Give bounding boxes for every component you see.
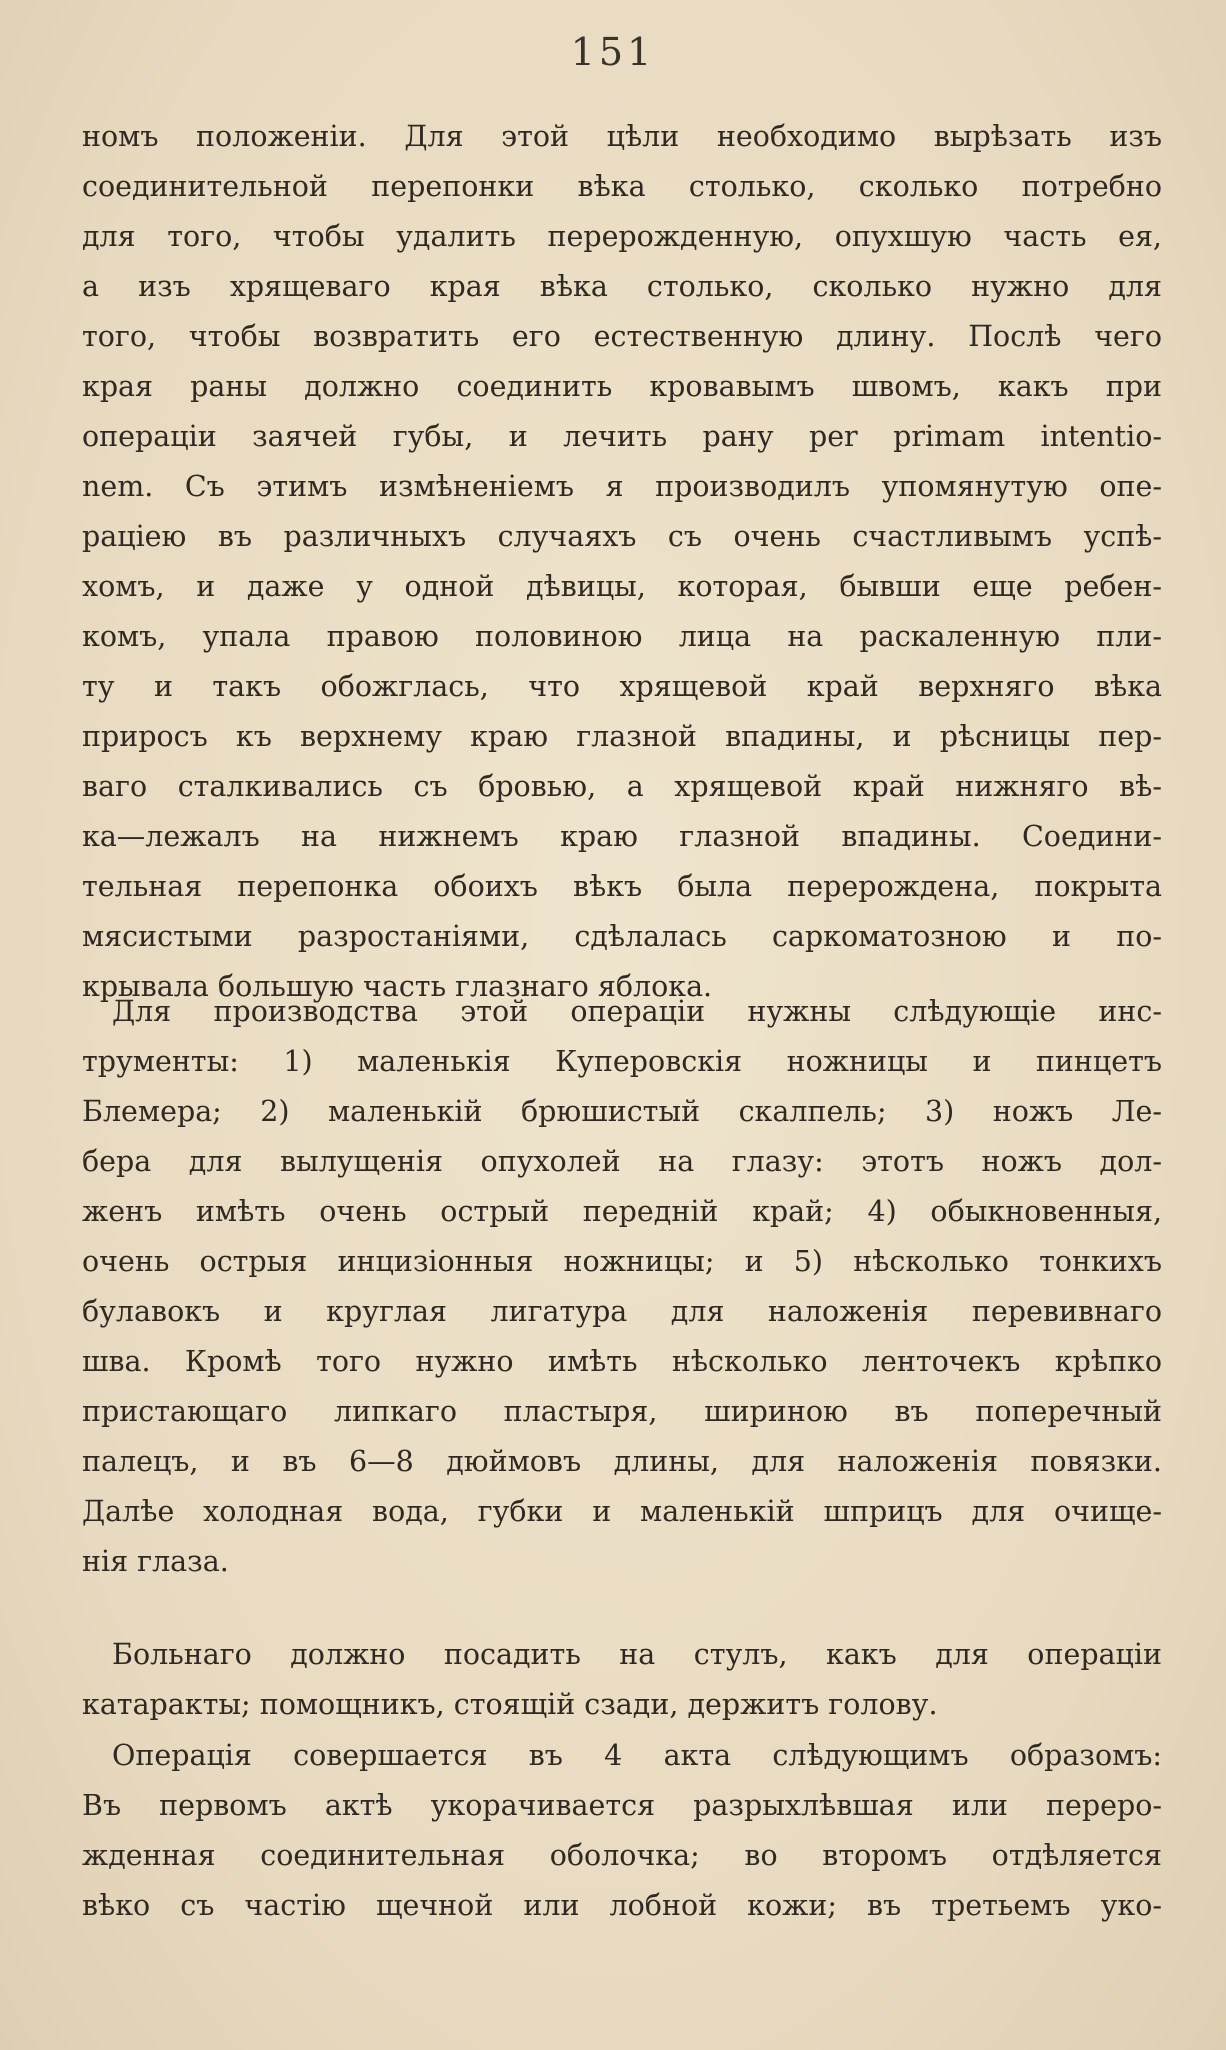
page-number: 151 [570,30,656,74]
paragraph-continuation [82,112,1162,1012]
text-line: вѣко съ частію щечной или лобной кожи; въ третьемъ уко- [82,1889,1162,1922]
text-line: пристающаго липкаго пластыря, шириною въ поперечный [82,1395,1162,1428]
text-line: палецъ, и въ 6—8 дюймовъ длины, для наложенія повязки. [82,1445,1162,1478]
text-line: мясистыми разростаніями, сдѣлалась саркоматозною и по- [82,920,1162,953]
text-line: жденная соединительная оболочка; во второмъ отдѣляется [82,1839,1162,1872]
text-line: катаракты; помощникъ, стоящій сзади, держитъ голову. [82,1688,938,1721]
text-line: женъ имѣть очень острый передній край; 4) обыкновенныя, [82,1195,1162,1228]
text-line: для того, чтобы удалить перерожденную, опухшую часть ея, [82,220,1162,253]
paragraph-operation-acts [82,1731,1162,1931]
text-line: Блемера; 2) маленькій брюшистый скалпель; 3) ножъ Ле- [82,1095,1162,1128]
text-line: Въ первомъ актѣ укорачивается разрыхлѣвшая или переро- [82,1789,1162,1822]
text-line: а изъ хрящеваго края вѣка столько, сколько нужно для [82,270,1162,303]
text-line: соединительной перепонки вѣка столько, сколько потребно [82,170,1162,203]
text-line: комъ, упала правою половиною лица на раскаленную пли- [82,620,1162,653]
text-line: раціею въ различныхъ случаяхъ съ очень счастливымъ успѣ- [82,520,1162,553]
text-line: края раны должно соединить кровавымъ швомъ, какъ при [82,370,1162,403]
text-line: ка—лежалъ на нижнемъ краю глазной впадины. Соедини- [82,820,1162,853]
text-line: очень острыя инцизіонныя ножницы; и 5) нѣсколько тонкихъ [82,1245,1162,1278]
text-line: того, чтобы возвратить его естественную длину. Послѣ чего [82,320,1162,353]
text-line: приросъ къ верхнему краю глазной впадины, и рѣсницы пер- [82,720,1162,753]
text-line: Далѣе холодная вода, губки и маленькій шприцъ для очище- [82,1495,1162,1528]
text-line: номъ положеніи. Для этой цѣли необходимо вырѣзать изъ [82,120,1162,153]
text-line: трументы: 1) маленькія Куперовскія ножницы и пинцетъ [82,1045,1162,1078]
text-line: nem. Съ этимъ измѣненіемъ я производилъ упомянутую опе- [82,470,1162,503]
text-line: крывала большую часть глазнаго яблока. [82,970,713,1003]
text-line: ту и такъ обожглась, что хрящевой край верхняго вѣка [82,670,1162,703]
paragraph-patient-position [82,1630,1162,1730]
text-line: нія глаза. [82,1545,229,1578]
text-line: Операція совершается въ 4 акта слѣдующимъ образомъ: [112,1739,1162,1772]
text-line: Больнаго должно посадить на стулъ, какъ для операціи [112,1638,1162,1671]
text-line: операціи заячей губы, и лечить рану per primam intentio- [82,420,1162,453]
text-line: хомъ, и даже у одной дѣвицы, которая, бывши еще ребен- [82,570,1162,603]
text-line: шва. Кромѣ того нужно имѣть нѣсколько ленточекъ крѣпко [82,1345,1162,1378]
text-line: бера для вылущенія опухолей на глазу: этотъ ножъ дол- [82,1145,1162,1178]
text-line: Для производства этой операціи нужны слѣдующіе инс- [112,995,1162,1028]
text-line: ваго сталкивались съ бровью, а хрящевой край нижняго вѣ- [82,770,1162,803]
text-line: булавокъ и круглая лигатура для наложенія перевивнаго [82,1295,1162,1328]
paragraph-instruments [82,987,1162,1587]
text-line: тельная перепонка обоихъ вѣкъ была перерождена, покрыта [82,870,1162,903]
